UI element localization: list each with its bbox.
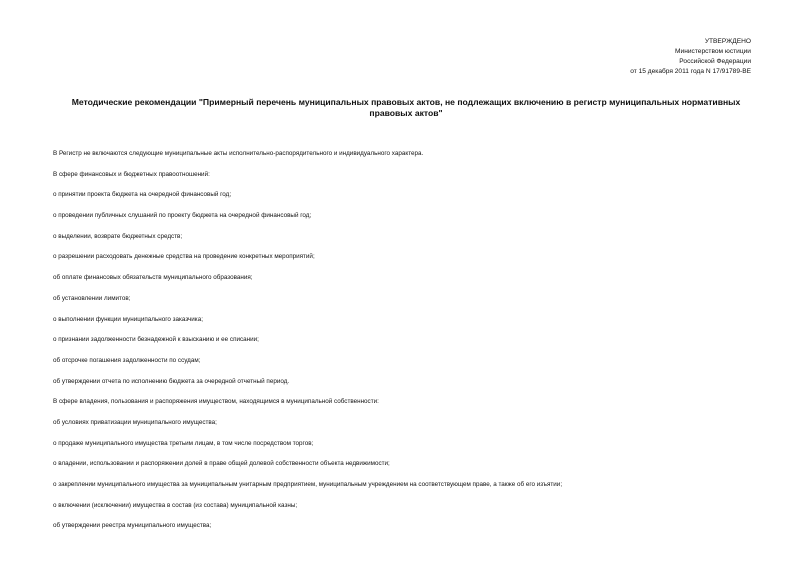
paragraph: о включении (исключении) имущества в состав (из состава) муниципальной казны; — [53, 501, 298, 509]
paragraph: о признании задолженности безнадежной к взысканию и ее списании; — [53, 336, 259, 344]
paragraph: В сфере финансовых и бюджетных правоотношений: — [53, 170, 210, 178]
paragraph: о выделении, возврате бюджетных средств; — [53, 232, 183, 240]
approval-line: УТВЕРЖДЕНО — [704, 38, 751, 45]
paragraph: В сфере владения, пользования и распоряжения имуществом, находящимся в муниципальной собственности: — [53, 398, 379, 406]
paragraph: о проведении публичных слушаний по проекту бюджета на очередной финансовый год; — [53, 212, 312, 220]
approval-line: Российской Федерации — [679, 58, 751, 65]
paragraph: о закреплении муниципального имущества за муниципальным унитарным предприятием, муниципальным учреждением на соответствующем праве, а также об его изъятии; — [53, 481, 563, 488]
paragraph: об отсрочке погашения задолженности по ссудам; — [53, 356, 201, 364]
document-title: Методические рекомендации "Примерный перечень муниципальных правовых актов, не подлежащих включению в регистр муниципальных нормативных правовых актов" — [71, 97, 741, 118]
paragraph: о разрешении расходовать денежные средства на проведение конкретных мероприятий; — [53, 253, 315, 261]
paragraph: об утверждении реестра муниципального имущества; — [53, 522, 212, 530]
paragraph: о продаже муниципального имущества третьим лицам, в том числе посредством торгов; — [53, 439, 314, 447]
approval-line: Министерством юстиции — [675, 48, 751, 55]
paragraph: о владении, использовании и распоряжении долей в праве общей долевой собственности объекта недвижимости; — [53, 460, 390, 468]
paragraph: об условиях приватизации муниципального имущества; — [53, 418, 217, 426]
approval-stamp — [630, 37, 751, 77]
document-body — [53, 149, 773, 542]
paragraph: В Регистр не включаются следующие муниципальные акты исполнительно-распорядительного и индивидуального характера. — [53, 150, 424, 157]
approval-line: от 15 декабря 2011 года N 17/91789-ВЕ — [630, 68, 751, 75]
paragraph: о принятии проекта бюджета на очередной финансовый год; — [53, 191, 232, 199]
paragraph: об оплате финансовых обязательств муниципального образования; — [53, 274, 253, 282]
paragraph: об установлении лимитов; — [53, 294, 131, 302]
paragraph: об утверждении отчета по исполнению бюджета за очередной отчетный период. — [53, 377, 290, 385]
paragraph: о выполнении функции муниципального заказчика; — [53, 315, 203, 323]
